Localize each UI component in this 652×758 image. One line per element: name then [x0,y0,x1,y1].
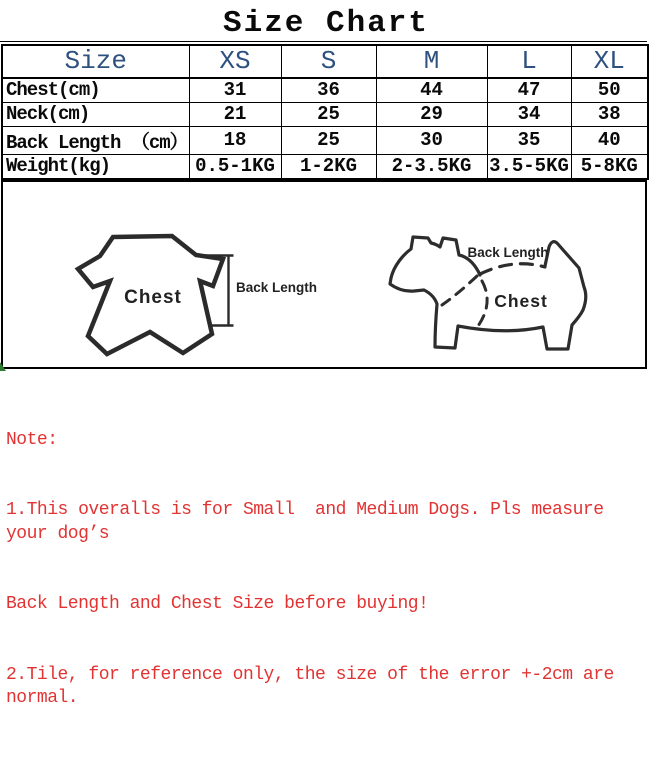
cell-weight-xl: 5-8KG [571,154,648,179]
cell-weight-m: 2-3.5KG [376,154,487,179]
header-cell-s: S [281,45,376,78]
cell-chest-xs: 31 [189,78,281,103]
size-table-header-row [2,45,648,78]
note-line-3: 2.Tile, for reference only, the size of the error +-2cm are normal. [6,664,625,708]
note-heading: Note: [6,429,58,450]
header-cell-size: Size [2,45,189,78]
dog-back-length-dashed-line [480,263,545,273]
dog-neck-dashed-line [442,276,477,305]
size-table [1,44,649,180]
row-label-weight: Weight(kg) [2,154,189,179]
header-cell-l: L [487,45,571,78]
note-line-1: 1.This overalls is for Small and Medium Dogs. Pls measure your dog’s [6,500,614,544]
cell-chest-xl: 50 [571,78,648,103]
cell-back-s: 25 [281,126,376,154]
cell-chest-m: 44 [376,78,487,103]
row-label-chest: Chest(cm) [2,78,189,103]
cell-neck-xl: 38 [571,102,648,126]
row-label-neck: Neck(cm) [2,102,189,126]
dog-chest-label: Chest [494,290,548,311]
table-row-weight [2,154,648,179]
row-label-back-length: Back Length （cm） [2,126,189,154]
measurement-diagram-box [1,180,647,369]
header-cell-xs: XS [189,45,281,78]
garment-chest-label: Chest [124,286,182,308]
header-cell-xl: XL [571,45,648,78]
cell-neck-m: 29 [376,102,487,126]
dog-chest-dashed-line [478,281,487,326]
measurement-diagram [3,182,645,367]
header-cell-m: M [376,45,487,78]
table-row-chest [2,78,648,103]
cell-back-xl: 40 [571,126,648,154]
note-line-2: Back Length and Chest Size before buying! [6,594,429,614]
cell-back-xs: 18 [189,126,281,154]
page-title: Size Chart [222,6,430,41]
dog-back-length-label: Back Length [467,244,549,260]
cell-neck-s: 25 [281,102,376,126]
cell-neck-xs: 21 [189,102,281,126]
cell-back-l: 35 [487,126,571,154]
cell-weight-s: 1-2KG [281,154,376,179]
table-row-back-length [2,126,648,154]
cell-back-m: 30 [376,126,487,154]
note-section [6,382,652,758]
table-row-neck [2,102,648,126]
cell-chest-s: 36 [281,78,376,103]
cell-chest-l: 47 [487,78,571,103]
cell-neck-l: 34 [487,102,571,126]
cell-weight-l: 3.5-5KG [487,154,571,179]
garment-back-length-label: Back Length [236,279,318,295]
cell-weight-xs: 0.5-1KG [189,154,281,179]
